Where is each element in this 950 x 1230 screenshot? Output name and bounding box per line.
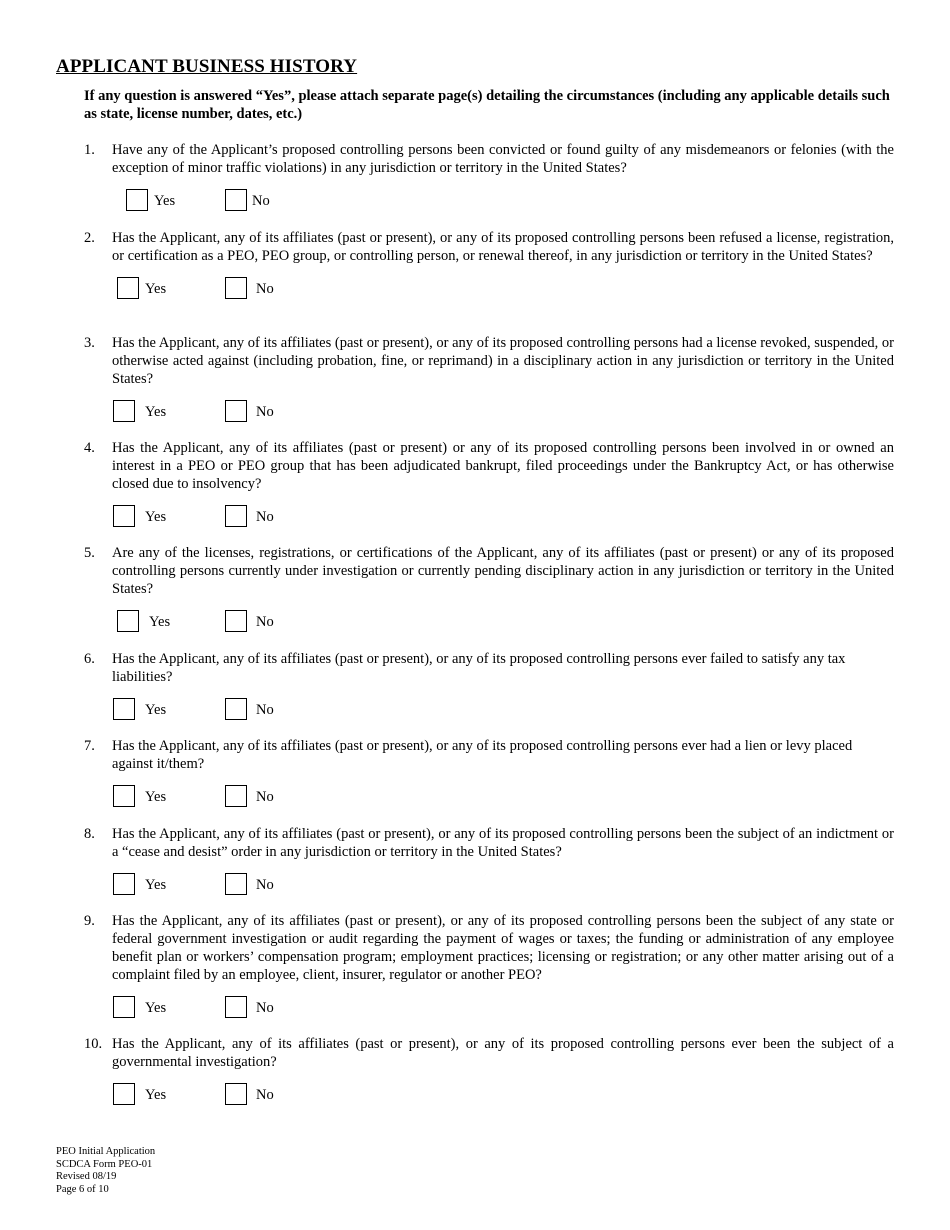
page-footer: [56, 1146, 155, 1196]
yes-checkbox[interactable]: [113, 1083, 135, 1105]
yes-checkbox[interactable]: [126, 189, 148, 211]
question-3: [84, 334, 894, 426]
no-label: No: [256, 404, 274, 420]
question-5: [84, 544, 894, 636]
footer-form-id: SCDCA Form PEO-01: [56, 1158, 153, 1170]
no-checkbox[interactable]: [225, 277, 247, 299]
question-9: [84, 912, 894, 1022]
yes-label: Yes: [145, 509, 167, 525]
question-text: Has the Applicant, any of its affiliates (past or present), or any of its proposed controlling persons ever failed to satisfy any tax liabilities?: [112, 651, 846, 685]
question-2: [84, 229, 894, 303]
yes-checkbox[interactable]: [113, 785, 135, 807]
yes-checkbox[interactable]: [117, 277, 139, 299]
no-label: No: [256, 1000, 274, 1016]
yes-checkbox[interactable]: [113, 996, 135, 1018]
answer-options: [84, 505, 894, 531]
question-number: 2.: [84, 230, 95, 246]
no-checkbox[interactable]: [225, 400, 247, 422]
yes-label: Yes: [149, 614, 171, 630]
yes-label: Yes: [145, 789, 167, 805]
answer-options: [84, 277, 894, 303]
question-text: Have any of the Applicant’s proposed controlling persons been convicted or found guilty of any misdemeanors or felonies (with the exception of minor traffic violations) in any jurisdiction or territory in the United States?: [112, 142, 894, 176]
yes-label: Yes: [145, 281, 167, 297]
yes-checkbox[interactable]: [113, 505, 135, 527]
no-checkbox[interactable]: [225, 996, 247, 1018]
no-label: No: [256, 1087, 274, 1103]
instructions-text: If any question is answered “Yes”, please attach separate page(s) detailing the circumstances (including any applicable details such as state, license number, dates, etc.): [84, 88, 890, 122]
answer-options: [84, 1083, 894, 1109]
question-text: Has the Applicant, any of its affiliates (past or present), or any of its proposed controlling persons been the subject of an indictment or a “cease and desist” order in any jurisdiction or territory in the United States?: [112, 826, 894, 860]
yes-checkbox[interactable]: [113, 873, 135, 895]
question-number: 1.: [84, 142, 95, 158]
footer-form-name: PEO Initial Application: [56, 1146, 156, 1157]
no-checkbox[interactable]: [225, 610, 247, 632]
question-4: [84, 439, 894, 531]
question-text: Are any of the licenses, registrations, or certifications of the Applicant, any of its affiliates (past or present) or any of its proposed controlling persons currently under investigation or currently pending disciplinary action in any jurisdiction or territory in the United States?: [112, 545, 894, 597]
answer-options: [84, 189, 894, 215]
yes-label: Yes: [145, 877, 167, 893]
no-label: No: [256, 877, 274, 893]
question-number: 8.: [84, 826, 95, 842]
no-label: No: [256, 281, 274, 297]
no-checkbox[interactable]: [225, 873, 247, 895]
yes-checkbox[interactable]: [113, 400, 135, 422]
question-number: 7.: [84, 738, 95, 754]
question-text: Has the Applicant, any of its affiliates (past or present), or any of its proposed controlling persons been the subject of any state or federal government investigation or audit regarding the payment of wages or taxes; the funding or administration of any employee benefit plan or workers’ compensation program; employment practices; licensing or registration; or any other matter arising out of a complaint filed by an employee, client, insurer, regulator or another PEO?: [112, 913, 894, 983]
footer-revision: Revised 08/19: [56, 1171, 117, 1182]
answer-options: [84, 610, 894, 636]
question-text: Has the Applicant, any of its affiliates (past or present), or any of its proposed controlling persons ever had a lien or levy placed against it/them?: [112, 738, 853, 772]
question-number: 3.: [84, 335, 95, 351]
question-text: Has the Applicant, any of its affiliates (past or present) or any of its proposed controlling persons been involved in or owned an interest in a PEO or PEO group that has been adjudicated bankrupt, filed proceedings under the Bankruptcy Act, or has otherwise closed due to insolvency?: [112, 440, 894, 492]
question-number: 10.: [84, 1036, 103, 1052]
yes-label: Yes: [154, 193, 176, 209]
section-title: APPLICANT BUSINESS HISTORY: [56, 56, 358, 77]
yes-label: Yes: [145, 702, 167, 718]
no-checkbox[interactable]: [225, 785, 247, 807]
no-checkbox[interactable]: [225, 505, 247, 527]
answer-options: [84, 698, 894, 724]
question-text: Has the Applicant, any of its affiliates (past or present), or any of its proposed controlling persons been refused a license, registration, or certification as a PEO, PEO group, or controlling person, or renewal thereof, in any jurisdiction or territory in the United States?: [112, 230, 894, 264]
no-label: No: [256, 789, 274, 805]
no-label: No: [252, 193, 270, 209]
answer-options: [84, 996, 894, 1022]
answer-options: [84, 400, 894, 426]
question-7: [84, 737, 894, 811]
answer-options: [84, 873, 894, 899]
yes-label: Yes: [145, 1087, 167, 1103]
no-checkbox[interactable]: [225, 189, 247, 211]
no-checkbox[interactable]: [225, 698, 247, 720]
question-10: [84, 1035, 894, 1109]
question-number: 9.: [84, 913, 95, 929]
yes-checkbox[interactable]: [113, 698, 135, 720]
no-checkbox[interactable]: [225, 1083, 247, 1105]
question-text: Has the Applicant, any of its affiliates (past or present), or any of its proposed controlling persons ever been the subject of a governmental investigation?: [112, 1036, 894, 1070]
yes-checkbox[interactable]: [117, 610, 139, 632]
question-number: 6.: [84, 651, 95, 667]
question-6: [84, 650, 894, 724]
question-number: 5.: [84, 545, 95, 561]
footer-page-number: Page 6 of 10: [56, 1183, 109, 1195]
no-label: No: [256, 614, 274, 630]
question-1: [84, 141, 894, 215]
yes-label: Yes: [145, 1000, 167, 1016]
answer-options: [84, 785, 894, 811]
no-label: No: [256, 509, 274, 525]
question-text: Has the Applicant, any of its affiliates (past or present), or any of its proposed controlling persons had a license revoked, suspended, or otherwise acted against (including probation, fine, or reprimand) in a disciplinary action in any jurisdiction or territory in the United States?: [112, 335, 894, 387]
no-label: No: [256, 702, 274, 718]
question-8: [84, 825, 894, 899]
yes-label: Yes: [145, 404, 167, 420]
question-number: 4.: [84, 440, 95, 456]
